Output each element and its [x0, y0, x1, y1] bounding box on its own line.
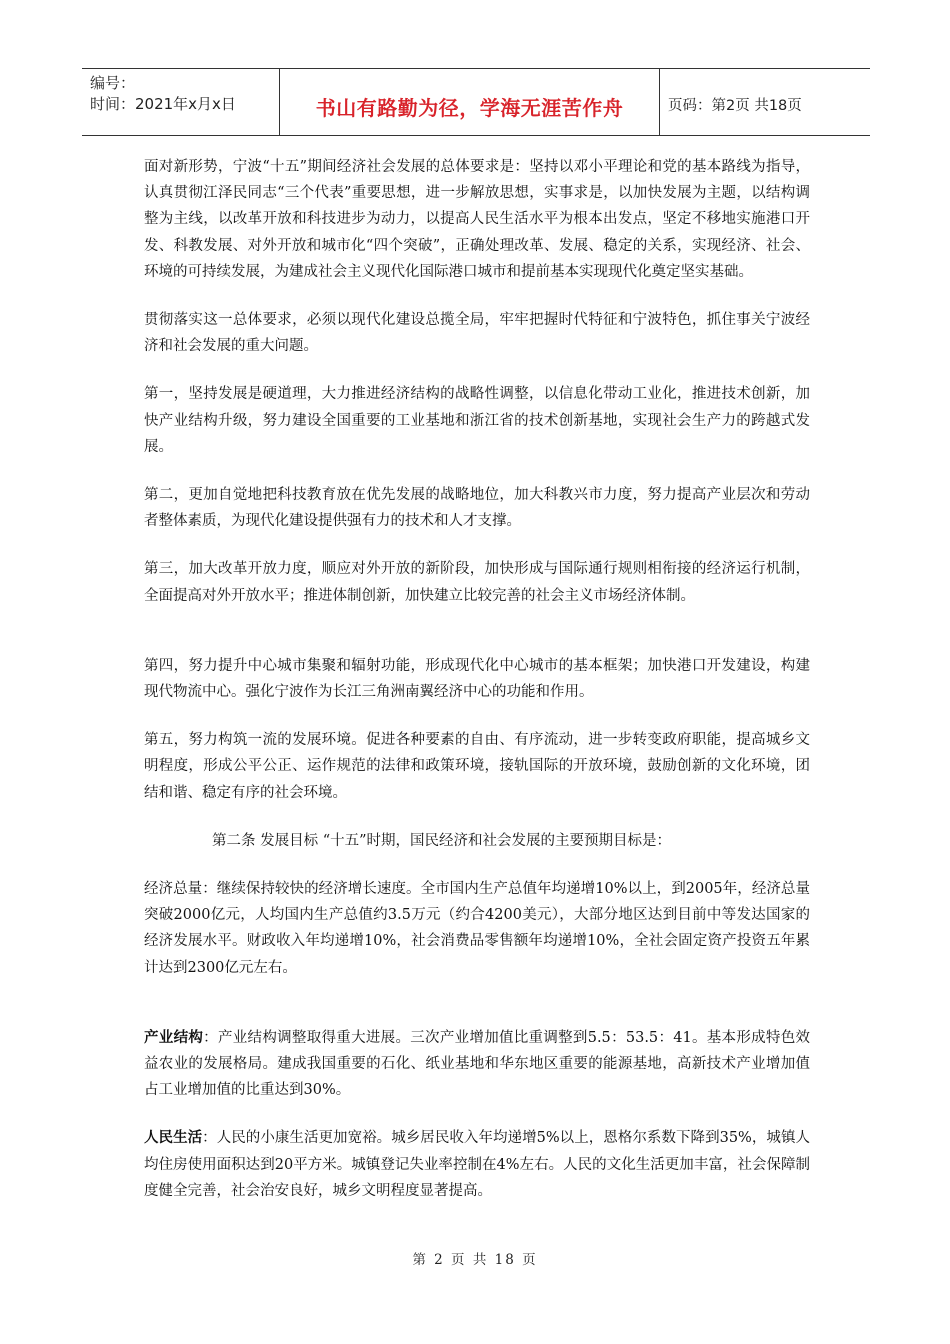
paragraph-overall-requirements: 面对新形势，宁波“十五”期间经济社会发展的总体要求是：坚持以邓小平理论和党的基本路线为指导，认真贯彻江泽民同志“三个代表”重要思想，进一步解放思想，实事求是，以加快发展为主题，以结构调整为主线，以改革开放和科技进步为动力，以提高人民生活水平为根本出发点，坚定不移地实施港口开发、科教发展、对外开放和城市化“四个突破”，正确处理改革、发展、稳定的关系，实现经济、社会、环境的可持续发展，为建成社会主义现代化国际港口城市和提前基本实现现代化奠定坚实基础。: [144, 159, 810, 280]
header-right-cell: [660, 69, 870, 135]
paragraph-fourth-point: 第四，努力提升中心城市集聚和辐射功能，形成现代化中心城市的基本框架；加快港口开发建设，构建现代物流中心。强化宁波作为长江三角洲南翼经济中心的功能和作用。: [144, 657, 810, 701]
paragraph-economic-aggregate: 经济总量：继续保持较快的经济增长速度。全市国内生产总值年均递增10%以上，到2005年，经济总量突破2000亿元，人均国内生产总值约3.5万元（约合4200美元），大部分地区达到目前中等发达国家的经济发展水平。财政收入年均递增10%，社会消费品零售额年均递增10%，全社会固定资产投资五年累计达到2300亿元左右。: [144, 881, 810, 976]
paragraph-third-point: 第三，加大改革开放力度，顺应对外开放的新阶段，加快形成与国际通行规则相衔接的经济运行机制，全面提高对外开放水平；推进体制创新，加快建立比较完善的社会主义市场经济体制。: [144, 561, 810, 604]
paragraph-industrial-structure: [144, 1025, 810, 1104]
paragraph-implementation: 贯彻落实这一总体要求，必须以现代化建设总揽全局，牢牢把握时代特征和宁波特色，抓住事关宁波经济和社会发展的重大问题。: [144, 312, 810, 355]
paragraph-people-livelihood: [144, 1125, 810, 1204]
industrial-structure-label: 产业结构: [144, 1029, 204, 1046]
document-number-label: 编号：: [90, 74, 136, 92]
article-two-heading: 第二条 发展目标 “十五”时期，国民经济和社会发展的主要预期目标是：: [212, 832, 672, 849]
page-footer: 第 2 页 共 18 页: [412, 1252, 538, 1268]
people-livelihood-label: 人民生活: [144, 1130, 203, 1147]
header-motto: 书山有路勤为径，学海无涯苦作舟: [315, 96, 624, 120]
header-left-cell: [82, 69, 280, 135]
paragraph-second-point: 第二，更加自觉地把科技教育放在优先发展的战略地位，加大科教兴市力度，努力提高产业层次和劳动者整体素质，为现代化建设提供强有力的技术和人才支撑。: [144, 487, 810, 530]
page-header: [82, 68, 870, 136]
paragraph-fifth-point: 第五，努力构筑一流的发展环境。促进各种要素的自由、有序流动，进一步转变政府职能，提高城乡文明程度，形成公平公正、运作规范的法律和政策环境，接轨国际的开放环境，鼓励创新的文化环境，团结和谐、稳定有序的社会环境。: [144, 732, 810, 801]
header-page-info: 页码：第2页 共18页: [668, 98, 802, 114]
people-livelihood-text: ：人民的小康生活更加宽裕。城乡居民收入年均递增5%以上，恩格尔系数下降到35%，城镇人均住房使用面积达到20平方米。城镇登记失业率控制在4%左右。人民的文化生活更加丰富，社会保障制度健全完善，社会治安良好，城乡文明程度显著提高。: [144, 1130, 811, 1199]
paragraph-first-point: 第一，坚持发展是硬道理，大力推进经济结构的战略性调整，以信息化带动工业化，推进技术创新，加快产业结构升级，努力建设全国重要的工业基地和浙江省的技术创新基地，实现社会生产力的跨越式发展。: [144, 386, 810, 455]
document-body: [144, 154, 810, 1226]
document-date: 时间：2021年x月x日: [90, 95, 236, 113]
header-center-cell: [280, 69, 660, 135]
industrial-structure-text: ：产业结构调整取得重大进展。三次产业增加值比重调整到5.5：53.5：41。基本形成特色效益农业的发展格局。建成我国重要的石化、纸业基地和华东地区重要的能源基地，高新技术产业增加值占工业增加值的比重达到30%。: [144, 1029, 811, 1099]
